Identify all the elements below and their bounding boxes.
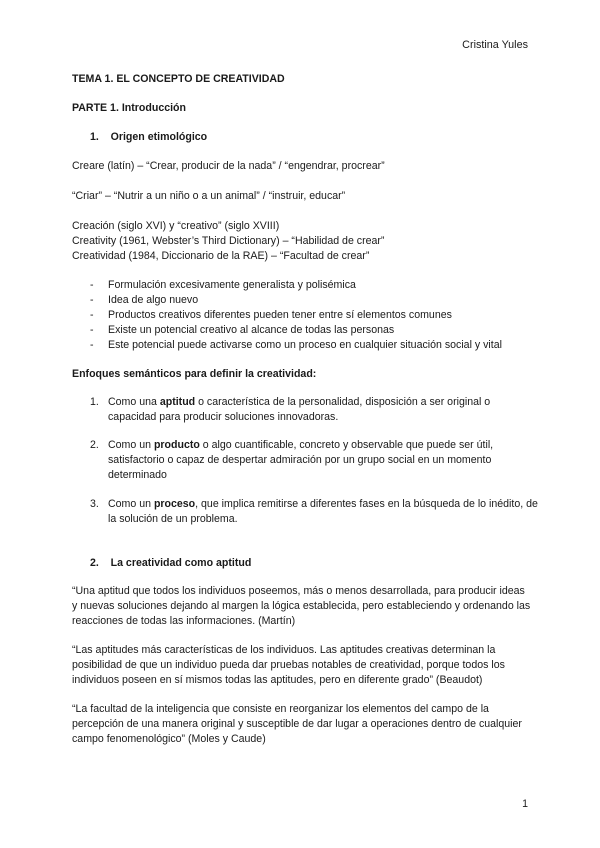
- parte-title: PARTE 1. Introducción: [72, 102, 186, 114]
- enfoque-text: [108, 395, 540, 425]
- enfoque-text: [108, 438, 540, 483]
- enfoque-number: 1.: [90, 396, 99, 408]
- definition-line-1: Creación (siglo XVI) y “creativo” (siglo XVIII): [72, 220, 280, 232]
- list-item: [72, 323, 542, 338]
- list-item-text: Existe un potencial creativo al alcance de todas las personas: [108, 324, 395, 336]
- list-item-text: Productos creativos diferentes pueden tener entre sí elementos comunes: [108, 309, 452, 321]
- enfoques-heading: Enfoques semánticos para definir la creatividad:: [72, 368, 317, 380]
- section-1-title: Origen etimológico: [110, 131, 208, 143]
- list-item-text: Este potencial puede activarse como un proceso en cualquier situación social y vital: [108, 339, 502, 351]
- enfoque-post: , que implica remitirse a diferentes fases en la búsqueda de lo inédito, de la solución de un problema.: [108, 498, 538, 525]
- etymology-line-1: Creare (latín) – “Crear, producir de la nada” / “engendrar, procrear”: [72, 160, 385, 172]
- enfoque-number: 3.: [90, 498, 99, 510]
- list-item-text: Idea de algo nuevo: [108, 294, 199, 306]
- section-2-title: La creatividad como aptitud: [110, 557, 252, 569]
- section-2-heading: [90, 556, 251, 571]
- list-item: [72, 308, 542, 323]
- enfoque-keyword: producto: [153, 439, 200, 451]
- dash-bullet: -: [90, 294, 94, 306]
- enfoque-keyword: aptitud: [159, 396, 196, 408]
- definition-line-3: Creatividad (1984, Diccionario de la RAE) – “Facultad de crear”: [72, 250, 370, 262]
- section-1-heading: [90, 130, 207, 145]
- quote-moles-caude: “La facultad de la inteligencia que consiste en reorganizar los elementos del campo de la percepción de una manera original y susceptible de dar lugar a operaciones dentro de cualquier campo fenomenológico” (Moles y Caude): [72, 703, 522, 745]
- enfoque-post: o algo cuantificable, concreto y observable que puede ser útil, satisfactorio o capaz de despertar admiración por un grupo social en un momento determinado: [108, 439, 494, 481]
- definition-line-2: Creativity (1961, Webster’s Third Dictionary) – “Habilidad de crear”: [72, 235, 385, 247]
- dash-bullet: -: [90, 279, 94, 291]
- quote-martin: “Una aptitud que todos los individuos poseemos, más o menos desarrollada, para producir ideas y nuevas soluciones dejando al margen la lógica establecida, pero estableciendo y ordenando las reacciones de todas las informaciones. (Martín): [72, 585, 531, 627]
- author-header: Cristina Yules: [462, 39, 528, 51]
- enfoque-post: o característica de la personalidad, disposición a ser original o capacidad para producir soluciones innovadoras.: [108, 396, 491, 423]
- enfoque-pre: Como un: [108, 498, 154, 510]
- enfoque-keyword: proceso: [153, 498, 196, 510]
- page-number: 1: [522, 798, 528, 810]
- dash-bullet: -: [90, 339, 94, 351]
- quote-beaudot: “Las aptitudes más características de los individuos. Las aptitudes creativas determinan la posibilidad de que un individuo pueda dar pruebas notables de creatividad, porque todos los individuos poseen en sí mismos todas las aptitudes, pero en diferente grado” (Beaudot): [72, 644, 505, 686]
- etymology-line-2: “Criar” – “Nutrir a un niño o a un animal” / “instruir, educar”: [72, 190, 346, 202]
- tema-title: TEMA 1. EL CONCEPTO DE CREATIVIDAD: [72, 73, 285, 85]
- list-item-text: Formulación excesivamente generalista y polisémica: [108, 279, 356, 291]
- enfoque-pre: Como una: [108, 396, 160, 408]
- list-item: [72, 338, 542, 353]
- section-2-number: 2.: [90, 557, 99, 569]
- dash-bullet: -: [90, 324, 94, 336]
- enfoque-pre: Como un: [108, 439, 154, 451]
- dash-list: [72, 278, 542, 353]
- enfoque-text: [108, 497, 540, 527]
- list-item: [72, 293, 542, 308]
- section-1-number: 1.: [90, 131, 99, 143]
- list-item: [72, 278, 542, 293]
- dash-bullet: -: [90, 309, 94, 321]
- enfoque-number: 2.: [90, 439, 99, 451]
